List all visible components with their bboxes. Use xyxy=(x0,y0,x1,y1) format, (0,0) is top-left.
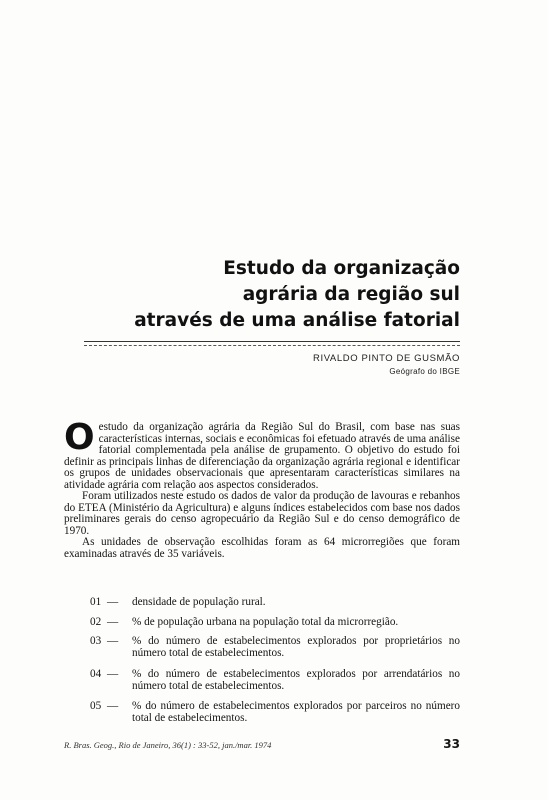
author-block xyxy=(313,352,460,378)
item-text: % de população urbana na população total da microrregião. xyxy=(132,616,399,628)
item-dash: — xyxy=(107,700,119,712)
list-item xyxy=(90,669,460,692)
title-line-2: agrária da região sul xyxy=(242,284,460,305)
item-dash: — xyxy=(107,596,119,608)
article-title xyxy=(120,256,460,334)
list-item xyxy=(90,701,460,724)
item-text: densidade de população rural. xyxy=(132,596,266,608)
item-number: 05 xyxy=(90,700,102,712)
item-text: % do número de estabelecimentos explorados por proprietários no número total de estabelecimentos. xyxy=(132,635,460,659)
title-rule xyxy=(84,341,460,342)
title-rule-dashed xyxy=(84,345,460,346)
list-item xyxy=(90,617,460,629)
paragraph-1-text: estudo da organização agrária da Região Sul do Brasil, com base nas suas características internas, sociais e econômicas foi efetuado através de uma análise fatorial complementada pela análise de grupamento. O objetivo do estudo foi definir as principais linhas de diferenciação da organização agrária regional e identificar os grupos de unidades observacionais que apresentaram características similares na atividade agrária com relação aos aspectos considerados. xyxy=(64,421,460,491)
body-text xyxy=(64,417,460,560)
list-item xyxy=(90,636,460,659)
item-number: 02 xyxy=(90,616,102,628)
list-item xyxy=(90,597,460,609)
item-dash: — xyxy=(107,635,119,647)
drop-cap: O xyxy=(64,417,95,458)
title-line-3: através de uma análise fatorial xyxy=(134,310,460,331)
item-dash: — xyxy=(107,668,119,680)
page-number: 33 xyxy=(443,737,460,751)
author-name: RIVALDO PINTO DE GUSMÃO xyxy=(313,353,460,364)
paragraph-2: Foram utilizados neste estudo os dados de valor da produção de lavouras e rebanhos do ETEA (Ministério da Agricultura) e alguns índices estabelecidos com base nos dados preliminares gerais do censo agropecuário da Região Sul e do censo demográfico de 1970. xyxy=(64,490,460,537)
item-dash: — xyxy=(107,616,119,628)
footer-citation: R. Bras. Geog., Rio de Janeiro, 36(1) : 33-52, jan./mar. 1974 xyxy=(64,740,272,750)
item-text: % do número de estabelecimentos explorados por arrendatários no número total de estabelecimentos. xyxy=(132,668,460,692)
author-role: Geógrafo do IBGE xyxy=(389,367,460,376)
item-number: 04 xyxy=(90,668,102,680)
paragraph-3: As unidades de observação escolhidas foram as 64 microrregiões que foram examinadas através de 35 variáveis. xyxy=(64,536,460,560)
item-number: 03 xyxy=(90,635,102,647)
title-line-1: Estudo da organização xyxy=(223,258,460,279)
item-number: 01 xyxy=(90,596,102,608)
item-text: % do número de estabelecimentos explorados por parceiros no número total de estabelecimentos. xyxy=(132,700,460,724)
paragraph-1 xyxy=(64,417,460,491)
